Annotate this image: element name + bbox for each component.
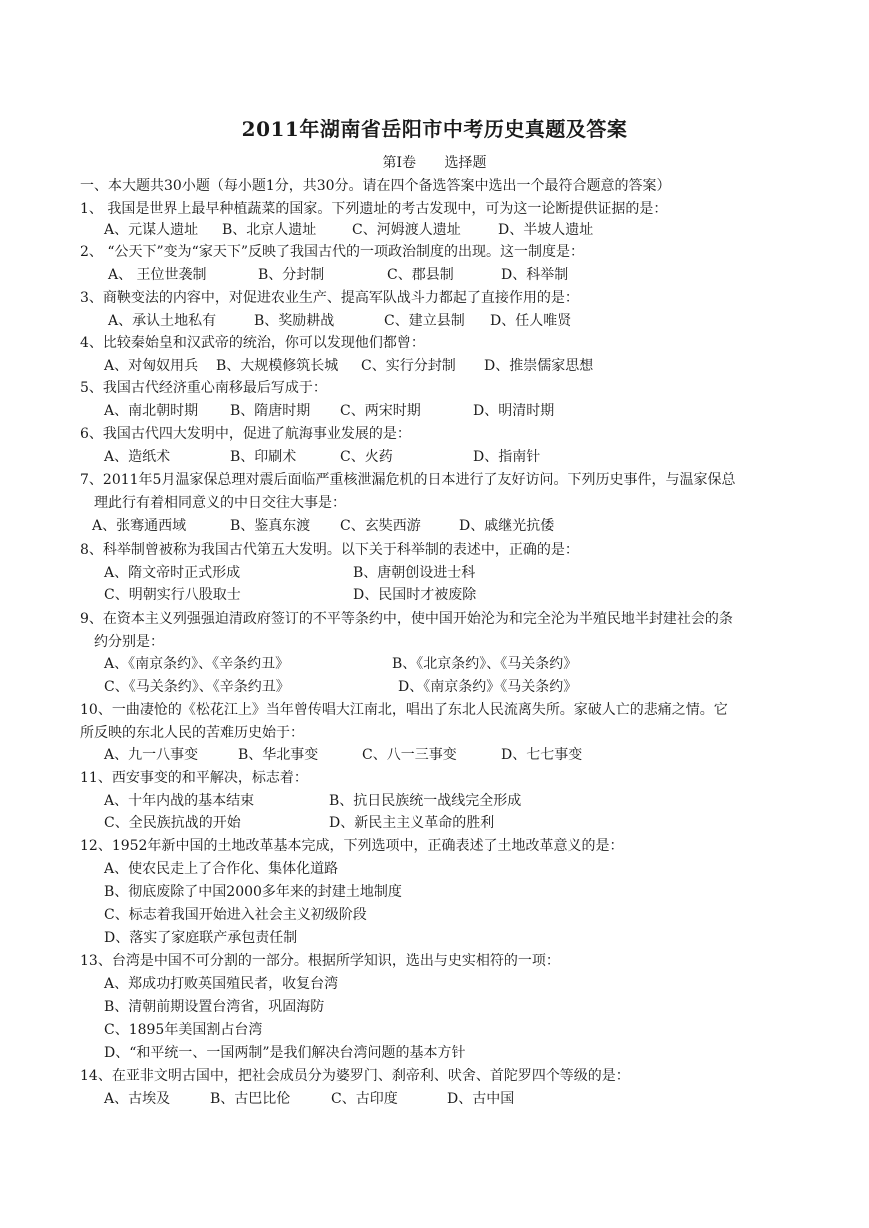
option-d: D、明清时期: [473, 403, 555, 419]
question-stem: 4、比较秦始皇和汉武帝的统治，你可以发现他们都曾：: [80, 335, 425, 351]
section-intro: 一、本大题共30小题（每小题1分，共30分。请在四个备选答案中选出一个最符合题意的答案）: [80, 178, 671, 194]
question-stem: 3、商鞅变法的内容中，对促进农业生产、提高军队战斗力都起了直接作用的是：: [80, 290, 579, 306]
option-c: C、郡县制: [387, 267, 454, 283]
option-a: A、郑成功打败英国殖民者，收复台湾: [104, 976, 339, 992]
option-d: D、古中国: [447, 1091, 515, 1107]
option-c: C、实行分封制: [361, 358, 456, 374]
option-a: A、隋文帝时正式形成: [104, 565, 241, 581]
option-a: A、对匈奴用兵: [104, 358, 199, 374]
option-a: A、 王位世袭制: [108, 267, 207, 283]
option-d: D、科举制: [501, 267, 569, 283]
option-d: D、七七事变: [501, 747, 583, 763]
question-stem: 11、西安事变的和平解决，标志着：: [80, 770, 308, 786]
option-b: B、鉴真东渡: [230, 518, 311, 534]
option-d: D、戚继光抗倭: [459, 518, 555, 534]
option-b: B、北京人遗址: [222, 222, 317, 238]
option-c: C、两宋时期: [340, 403, 421, 419]
option-b: B、抗日民族统一战线完全形成: [329, 793, 522, 809]
option-a: A、九一八事变: [104, 747, 199, 763]
option-b: B、古巴比伦: [210, 1091, 291, 1107]
option-a: A、造纸术: [104, 449, 171, 465]
question-stem: 8、科举制曾被称为我国古代第五大发明。以下关于科举制的表述中，正确的是：: [80, 542, 579, 558]
question-stem: 1、 我国是世界上最早种植蔬菜的国家。下列遗址的考古发现中，可为这一论断提供证据的是：: [80, 201, 668, 217]
option-c: C、河姆渡人遗址: [352, 222, 461, 238]
option-a: A、《南京条约》、《辛条约丑》: [104, 656, 290, 672]
volume-label: 第Ⅰ卷: [382, 155, 417, 171]
option-a: A、十年内战的基本结束: [104, 793, 255, 809]
option-d: D、新民主主义革命的胜利: [329, 815, 495, 831]
option-b: B、华北事变: [238, 747, 319, 763]
option-b: B、分封制: [258, 267, 325, 283]
option-b: B、《北京条约》、《马关条约》: [392, 656, 578, 672]
option-c: C、1895年美国割占台湾: [104, 1022, 263, 1038]
question-stem: 7、2011年5月温家保总理对震后面临严重核泄漏危机的日本进行了友好访问。下列历史事件，与温家保总: [80, 472, 736, 488]
option-c: C、玄奘西游: [340, 518, 421, 534]
option-c: C、古印度: [331, 1091, 398, 1107]
option-d: D、《南京条约》《马关条约》: [398, 679, 578, 695]
question-stem-continued: 理此行有着相同意义的中日交往大事是：: [94, 495, 346, 511]
option-c: C、明朝实行八股取士: [104, 587, 241, 603]
option-d: D、任人唯贤: [490, 313, 572, 329]
option-b: B、印刷术: [230, 449, 297, 465]
section-subtitle: [0, 152, 869, 172]
option-c: C、建立县制: [384, 313, 465, 329]
option-a: A、古埃及: [104, 1091, 171, 1107]
option-a: A、承认土地私有: [108, 313, 217, 329]
question-stem-continued: 约分别是：: [94, 634, 164, 650]
question-stem-continued: 所反映的东北人民的苦难历史始于：: [80, 725, 304, 741]
option-d: D、“和平统一、一国两制”是我们解决台湾问题的基本方针: [104, 1045, 466, 1061]
option-b: B、隋唐时期: [230, 403, 311, 419]
option-d: D、半坡人遗址: [498, 222, 594, 238]
option-c: C、火药: [340, 449, 393, 465]
option-c: C、八一三事变: [362, 747, 457, 763]
option-a: A、使农民走上了合作化、集体化道路: [104, 861, 339, 877]
document-title: 2011年湖南省岳阳市中考历史真题及答案: [241, 117, 628, 141]
question-stem: 9、在资本主义列强强迫清政府签订的不平等条约中，使中国开始沦为和完全沦为半殖民地半封建社会的条: [80, 611, 733, 627]
option-d: D、推崇儒家思想: [484, 358, 594, 374]
option-b: B、彻底废除了中国2000多年来的封建土地制度: [104, 884, 402, 900]
question-stem: 5、我国古代经济重心南移最后写成于：: [80, 380, 327, 396]
option-a: A、张骞通西域: [92, 518, 187, 534]
question-stem: 2、 “公天下”变为“家天下”反映了我国古代的一项政治制度的出现。这一制度是：: [80, 244, 584, 260]
option-b: B、唐朝创设进士科: [353, 565, 476, 581]
question-stem: 12、1952年新中国的土地改革基本完成，下列选项中，正确表述了土地改革意义的是：: [80, 838, 624, 854]
option-c: C、《马关条约》、《辛条约丑》: [104, 679, 290, 695]
option-a: A、南北朝时期: [104, 403, 199, 419]
question-stem: 13、台湾是中国不可分割的一部分。根据所学知识，选出与史实相符的一项：: [80, 953, 560, 969]
question-stem: 14、在亚非文明古国中，把社会成员分为婆罗门、刹帝利、吠舍、首陀罗四个等级的是：: [80, 1068, 630, 1084]
option-d: D、落实了家庭联产承包责任制: [104, 930, 298, 946]
option-d: D、民国时才被废除: [353, 587, 477, 603]
option-d: D、指南针: [473, 449, 541, 465]
question-stem: 10、一曲凄怆的《松花江上》当年曾传唱大江南北，唱出了东北人民流离失所。家破人亡的悲痛之情。它: [80, 702, 728, 718]
option-c: C、全民族抗战的开始: [104, 815, 241, 831]
question-stem: 6、我国古代四大发明中，促进了航海事业发展的是：: [80, 426, 411, 442]
option-b: B、清朝前期设置台湾省，巩固海防: [104, 999, 325, 1015]
option-b: B、奖励耕战: [254, 313, 335, 329]
option-c: C、标志着我国开始进入社会主义初级阶段: [104, 907, 367, 923]
option-b: B、大规模修筑长城: [216, 358, 339, 374]
section-name: 选择题: [444, 155, 487, 171]
option-a: A、元谋人遗址: [104, 222, 199, 238]
